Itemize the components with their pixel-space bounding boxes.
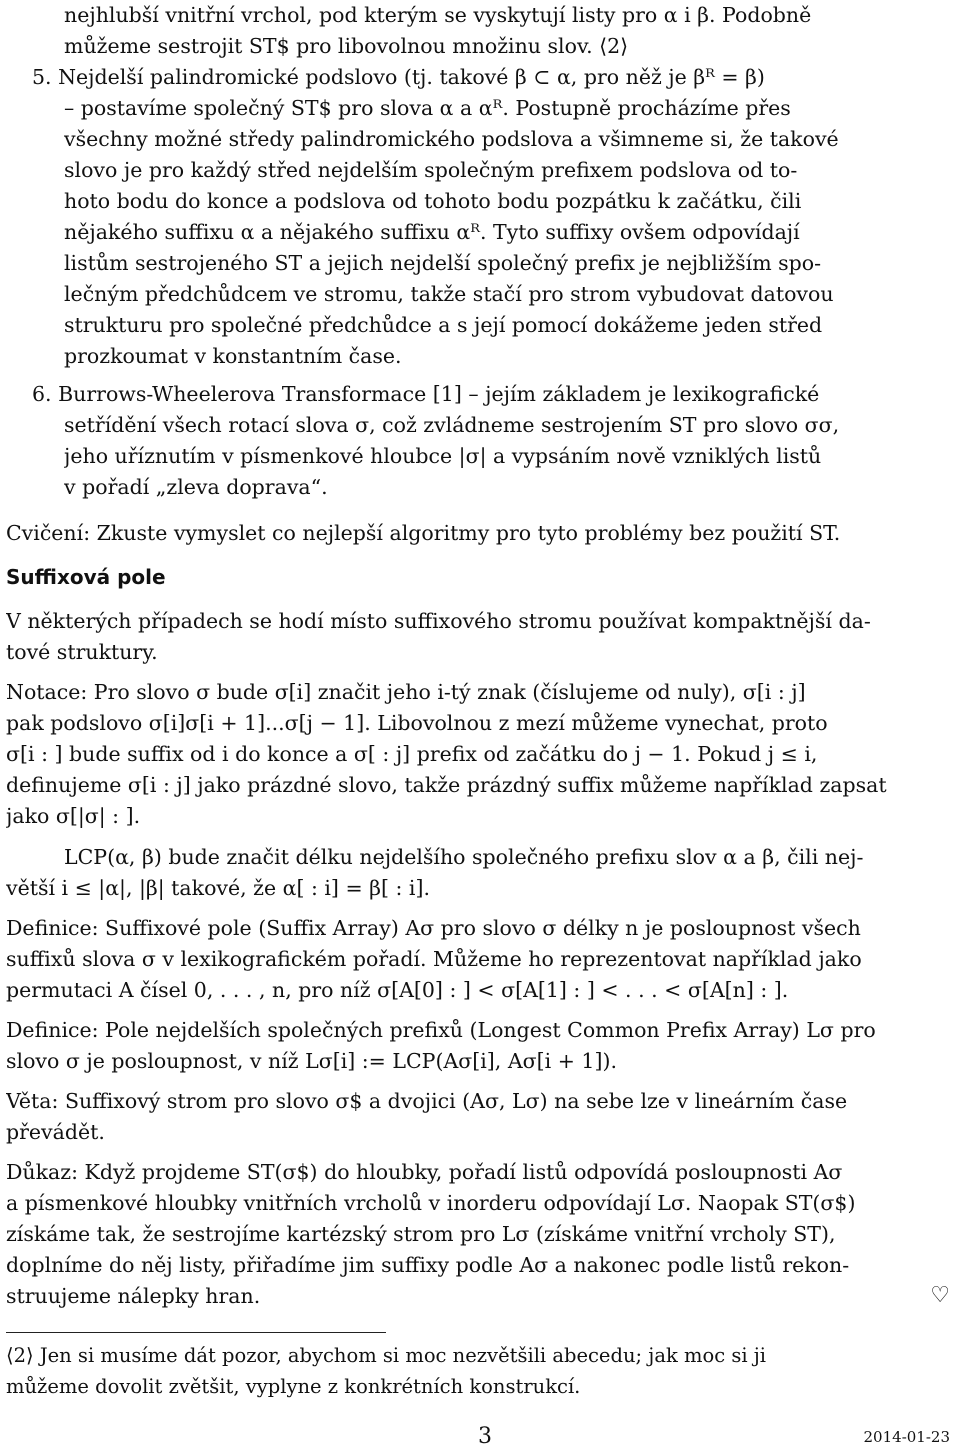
text-line: slovo je pro každý střed nejdelším společným prefixem podslova od to- <box>64 158 798 182</box>
text-line: V některých případech se hodí místo suffixového stromu používat kompaktnější da- <box>6 609 871 633</box>
text-line: jako σ[|σ| : ]. <box>6 804 141 828</box>
text-line: získáme tak, že sestrojíme kartézský strom pro Lσ (získáme vnitřní vrcholy ST), <box>6 1222 836 1246</box>
text-line: listům sestrojeného ST a jejich nejdelší společný prefix je nejbližším spo- <box>64 251 822 275</box>
text-line: permutaci A čísel 0, . . . , n, pro níž σ[A[0] : ] < σ[A[1] : ] < . . . < σ[A[n] : ]. <box>6 978 789 1002</box>
footnote-line: můžeme dovolit zvětšit, vyplyne z konkrétních konstrukcí. <box>6 1375 581 1398</box>
text-line: definujeme σ[i : j] jako prázdné slovo, takže prázdný suffix můžeme například zapsat <box>6 773 887 797</box>
text-line: strukturu pro společné předchůdce a s její pomocí dokážeme jeden střed <box>64 313 823 337</box>
text-line: v pořadí „zleva doprava“. <box>64 475 328 499</box>
definition-line: Definice: Suffixové pole (Suffix Array) Aσ pro slovo σ délky n je posloupnost všech <box>6 916 861 940</box>
footnote-line: ⟨2⟩ Jen si musíme dát pozor, abychom si moc nezvětšili abecedu; jak moc si ji <box>6 1344 767 1367</box>
text-line: můžeme sestrojit ST$ pro libovolnou množinu slov. ⟨2⟩ <box>64 34 629 58</box>
page-date: 2014-01-23 <box>863 1428 950 1446</box>
text-line: jeho uříznutím v písmenkové hloubce |σ| a vypsáním nově vzniklých listů <box>64 444 822 468</box>
text-line: větší i ≤ |α|, |β| takové, že α[ : i] = β[ : i]. <box>6 876 431 900</box>
section-heading: Suffixová pole <box>6 565 166 589</box>
exercise-line: Cvičení: Zkuste vymyslet co nejlepší algoritmy pro tyto problémy bez použití ST. <box>6 521 841 545</box>
text-line: převádět. <box>6 1120 105 1144</box>
text-line: setřídění všech rotací slova σ, což zvládneme sestrojením ST pro slovo σσ, <box>64 413 840 437</box>
definition-line: Definice: Pole nejdelších společných prefixů (Longest Common Prefix Array) Lσ pro <box>6 1018 876 1042</box>
qed-heart-icon: ♡ <box>930 1283 950 1308</box>
text-line: doplníme do něj listy, přiřadíme jim suffixy podle Aσ a nakonec podle listů rekon- <box>6 1253 850 1277</box>
text-line: LCP(α, β) bude značit délku nejdelšího společného prefixu slov α a β, čili nej- <box>64 845 864 869</box>
list-item-5: 5. Nejdelší palindromické podslovo (tj. takové β ⊂ α, pro něž je βᴿ = β) <box>32 65 765 89</box>
text-line: tové struktury. <box>6 640 158 664</box>
text-line: lečným předchůdcem ve stromu, takže stačí pro strom vybudovat datovou <box>64 282 834 306</box>
theorem-line: Věta: Suffixový strom pro slovo σ$ a dvojici (Aσ, Lσ) na sebe lze v lineárním čase <box>6 1089 848 1113</box>
text-line: struujeme nálepky hran. <box>6 1284 261 1308</box>
text-line: a písmenkové hloubky vnitřních vrcholů v inorderu odpovídají Lσ. Naopak ST(σ$) <box>6 1191 856 1215</box>
text-line: prozkoumat v konstantním čase. <box>64 344 402 368</box>
text-line: nejhlubší vnitřní vrchol, pod kterým se vyskytují listy pro α i β. Podobně <box>64 3 812 27</box>
text-line: – postavíme společný ST$ pro slova α a αᴿ. Postupně procházíme přes <box>64 96 791 120</box>
footnote-rule <box>6 1332 386 1333</box>
proof-line: Důkaz: Když projdeme ST(σ$) do hloubky, pořadí listů odpovídá posloupnosti Aσ <box>6 1160 843 1184</box>
text-line: slovo σ je posloupnost, v níž Lσ[i] := LCP(Aσ[i], Aσ[i + 1]). <box>6 1049 617 1073</box>
page-number: 3 <box>478 1424 492 1449</box>
text-line: hoto bodu do konce a podslova od tohoto bodu pozpátku k začátku, čili <box>64 189 802 213</box>
notation-line: Notace: Pro slovo σ bude σ[i] značit jeho i-tý znak (číslujeme od nuly), σ[i : j] <box>6 680 806 704</box>
list-item-6: 6. Burrows-Wheelerova Transformace [1] – jejím základem je lexikografické <box>32 382 820 406</box>
text-line: pak podslovo σ[i]σ[i + 1]...σ[j − 1]. Libovolnou z mezí můžeme vynechat, proto <box>6 711 828 735</box>
text-line: suffixů slova σ v lexikografickém pořadí. Můžeme ho reprezentovat například jako <box>6 947 862 971</box>
text-line: σ[i : ] bude suffix od i do konce a σ[ : j] prefix od začátku do j − 1. Pokud j ≤ i, <box>6 742 818 766</box>
text-line: všechny možné středy palindromického podslova a všimneme si, že takové <box>64 127 839 151</box>
text-line: nějakého suffixu α a nějakého suffixu αᴿ. Tyto suffixy ovšem odpovídají <box>64 220 800 244</box>
